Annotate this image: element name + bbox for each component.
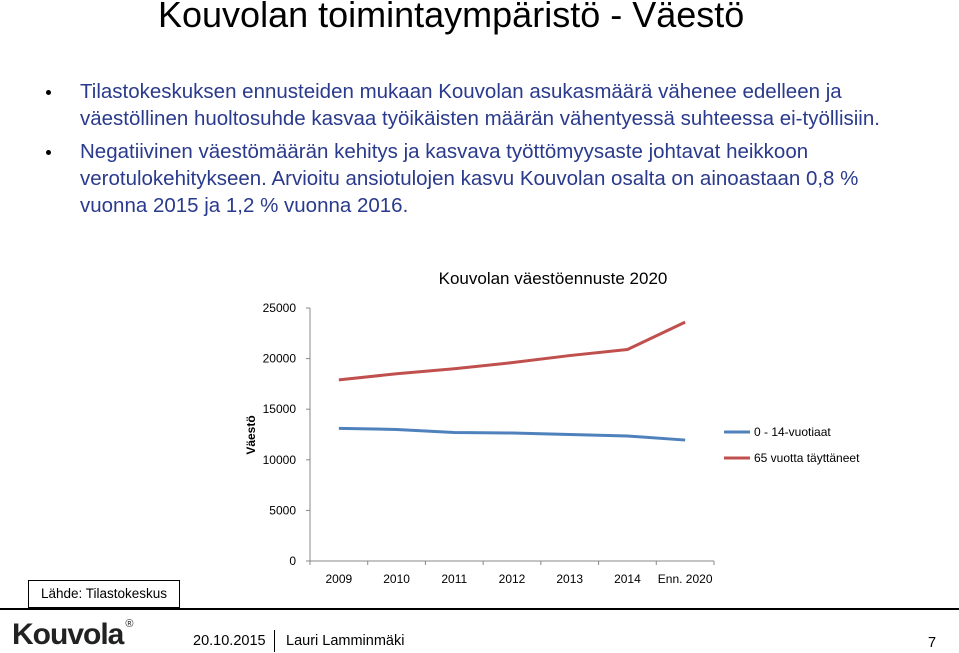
x-tick-label: 2014 <box>614 572 641 586</box>
logo-text: Kouvola <box>12 618 124 651</box>
footer-separator <box>274 630 275 652</box>
y-tick-label: 10000 <box>262 452 296 467</box>
x-tick-label: 2010 <box>383 572 410 586</box>
x-tick-label: 2012 <box>498 572 526 586</box>
kouvola-logo <box>12 618 132 652</box>
series-line-1 <box>339 428 685 440</box>
footer-author: Lauri Lamminmäki <box>286 633 405 649</box>
x-tick-label: Enn. 2020 <box>657 572 713 586</box>
series-line-2 <box>339 322 685 380</box>
footer-divider <box>0 608 959 610</box>
y-axis-label: Väestö <box>244 415 258 455</box>
registered-mark-icon: ® <box>125 618 133 630</box>
legend-label-2: 65 vuotta täyttäneet <box>754 451 860 465</box>
chart-title: Kouvolan väestöennuste 2020 <box>438 269 668 288</box>
page-number: 7 <box>928 635 937 651</box>
bullet-text: Tilastokeskuksen ennusteiden mukaan Kouvolan asukasmäärä vähenee edelleen ja väestöllinen huoltosuhde kasvaa työikäisten määrän vähentyessä suhteessa ei-työllisiin. <box>80 80 880 130</box>
legend-label-1: 0 - 14-vuotiaat <box>754 425 831 439</box>
x-tick-label: 2011 <box>441 572 468 586</box>
x-tick-label: 2013 <box>556 572 584 586</box>
x-tick-label: 2009 <box>325 572 353 586</box>
y-tick-label: 20000 <box>262 351 296 366</box>
slide-title: Kouvolan toimintaympäristö - Väestö <box>158 0 745 35</box>
source-label: Lähde: Tilastokeskus <box>28 580 180 608</box>
y-tick-label: 15000 <box>262 402 296 417</box>
bullet-text: Negatiivinen väestömäärän kehitys ja kasvava työttömyysaste johtavat heikkoon verotulokehitykseen. Arvioitu ansiotulojen kasvu Kouvolan osalta on ainoastaan 0,8 % vuonna 2015 ja 1,2 % vuonna 2016. <box>80 140 859 217</box>
footer-date: 20.10.2015 <box>193 633 266 649</box>
y-tick-label: 0 <box>289 554 296 568</box>
y-tick-label: 25000 <box>262 301 296 315</box>
y-tick-label: 5000 <box>269 503 296 518</box>
